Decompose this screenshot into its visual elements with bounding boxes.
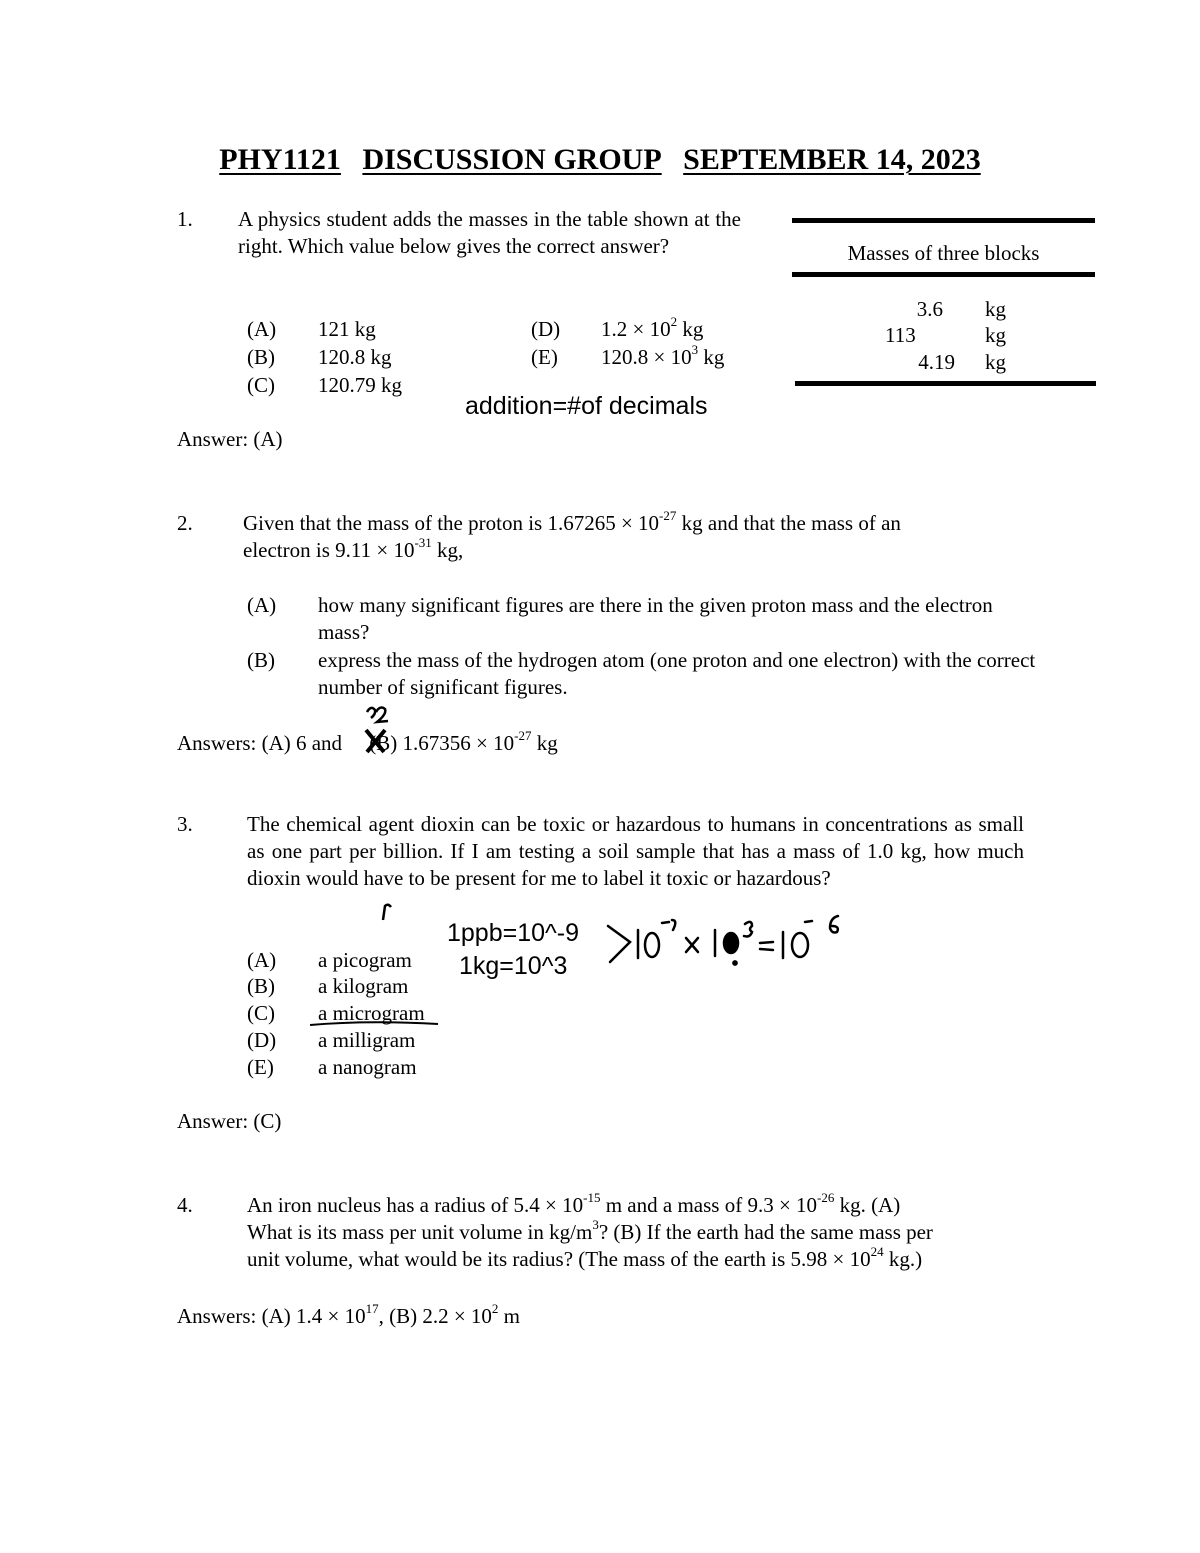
option-label: (D) bbox=[531, 317, 561, 341]
question-number: 2. bbox=[177, 511, 193, 535]
option-text: a milligram bbox=[318, 1028, 416, 1052]
option-label: (A) bbox=[247, 317, 277, 341]
table-cell-value: 3.6 bbox=[916, 297, 943, 321]
handwritten-calculation bbox=[600, 908, 850, 970]
option-text: a nanogram bbox=[318, 1055, 417, 1079]
table-cell-value: 4.19 bbox=[918, 350, 955, 374]
question-text-line: electron is $9.11 \times 10^{-31}$ kg, bbox=[243, 535, 464, 562]
question-text: A physics student adds the masses in the table shown at the right. Which value below gives the correct answer? bbox=[238, 207, 741, 258]
handwritten-correction-mark bbox=[358, 700, 394, 758]
question-text-line: What is its mass per unit volume in $kg/m^3$? (B) If the earth had the same mass per bbox=[247, 1217, 933, 1244]
option-text: a picogram bbox=[318, 948, 412, 972]
option-label: (C) bbox=[247, 373, 275, 397]
option-text: $1.2 \times 10^2$ kg bbox=[601, 314, 704, 341]
answer-text: Answer: (A) bbox=[177, 427, 283, 451]
option-text: 120.79 kg bbox=[318, 373, 402, 397]
option-label: (E) bbox=[531, 345, 558, 369]
table-cell-unit: kg bbox=[985, 297, 1006, 321]
question-text-line: unit volume, what would be its radius? (The mass of the earth is $5.98 \times 10^{24}$ kg.) bbox=[247, 1244, 923, 1271]
option-text: 120.8 kg bbox=[318, 345, 392, 369]
table-rule-bottom bbox=[795, 381, 1096, 386]
option-text: express the mass of the hydrogen atom (one proton and one electron) with the correct number of significant figures. bbox=[318, 648, 1036, 699]
option-label: (B) bbox=[247, 648, 275, 672]
option-label: (B) bbox=[247, 345, 275, 369]
option-label: (E) bbox=[247, 1055, 274, 1079]
option-label: (C) bbox=[247, 1001, 275, 1025]
handwritten-underline bbox=[306, 1017, 442, 1031]
question-text-line: Given that the mass of the proton is $1.67265 \times 10^{-27}$ kg and that the mass of an bbox=[243, 508, 901, 535]
title-course: PHY1121 bbox=[219, 143, 341, 176]
option-label: (A) bbox=[247, 593, 277, 617]
table-cell-unit: kg bbox=[985, 323, 1006, 347]
handwritten-note: addition=#of decimals bbox=[465, 392, 708, 420]
option-text: 121 kg bbox=[318, 317, 376, 341]
answer-text: Answers: (A) $1.4 \times 10^{17}$, (B) $2.2 \times 10^2$ m bbox=[177, 1301, 521, 1328]
question-text-line: An iron nucleus has a radius of $5.4 \times 10^{-15}$ m and a mass of $9.3 \times 10^{-26}$ kg. (A) bbox=[247, 1190, 901, 1217]
table-cell-value: 113 bbox=[885, 323, 916, 347]
answer-text: Answers: (A) 6 and (B) $1.67356 \times 10^{-27}$ kg bbox=[177, 728, 558, 755]
option-label: (D) bbox=[247, 1028, 277, 1052]
page-title bbox=[0, 143, 1200, 177]
question-number: 1. bbox=[177, 207, 193, 231]
table-rule-top bbox=[792, 218, 1095, 223]
option-text: $120.8 \times 10^3$ kg bbox=[601, 342, 725, 369]
question-text: The chemical agent dioxin can be toxic or hazardous to humans in concentrations as small as one part per billion. If I am testing a soil sample that has a mass of 1.0 kg, how much dioxin would have to be present for me to label it toxic or hazardous? bbox=[247, 812, 1024, 890]
table-cell-unit: kg bbox=[985, 350, 1006, 374]
table-caption: Masses of three blocks bbox=[847, 241, 1040, 265]
option-text: a microgram bbox=[318, 1001, 425, 1025]
title-date: SEPTEMBER 14, 2023 bbox=[683, 143, 981, 176]
option-text: a kilogram bbox=[318, 974, 409, 998]
answer-text: Answer: (C) bbox=[177, 1109, 282, 1133]
title-group: DISCUSSION GROUP bbox=[362, 143, 662, 176]
handwritten-note: 1kg=10^3 bbox=[459, 952, 568, 980]
handwritten-note: 1ppb=10^-9 bbox=[447, 919, 579, 947]
table-rule-mid bbox=[792, 272, 1095, 277]
handwritten-mark bbox=[378, 900, 394, 924]
option-label: (B) bbox=[247, 974, 275, 998]
option-label: (A) bbox=[247, 948, 277, 972]
question-number: 4. bbox=[177, 1193, 193, 1217]
option-text: how many significant figures are there in the given proton mass and the electron mass? bbox=[318, 593, 993, 644]
question-number: 3. bbox=[177, 812, 193, 836]
